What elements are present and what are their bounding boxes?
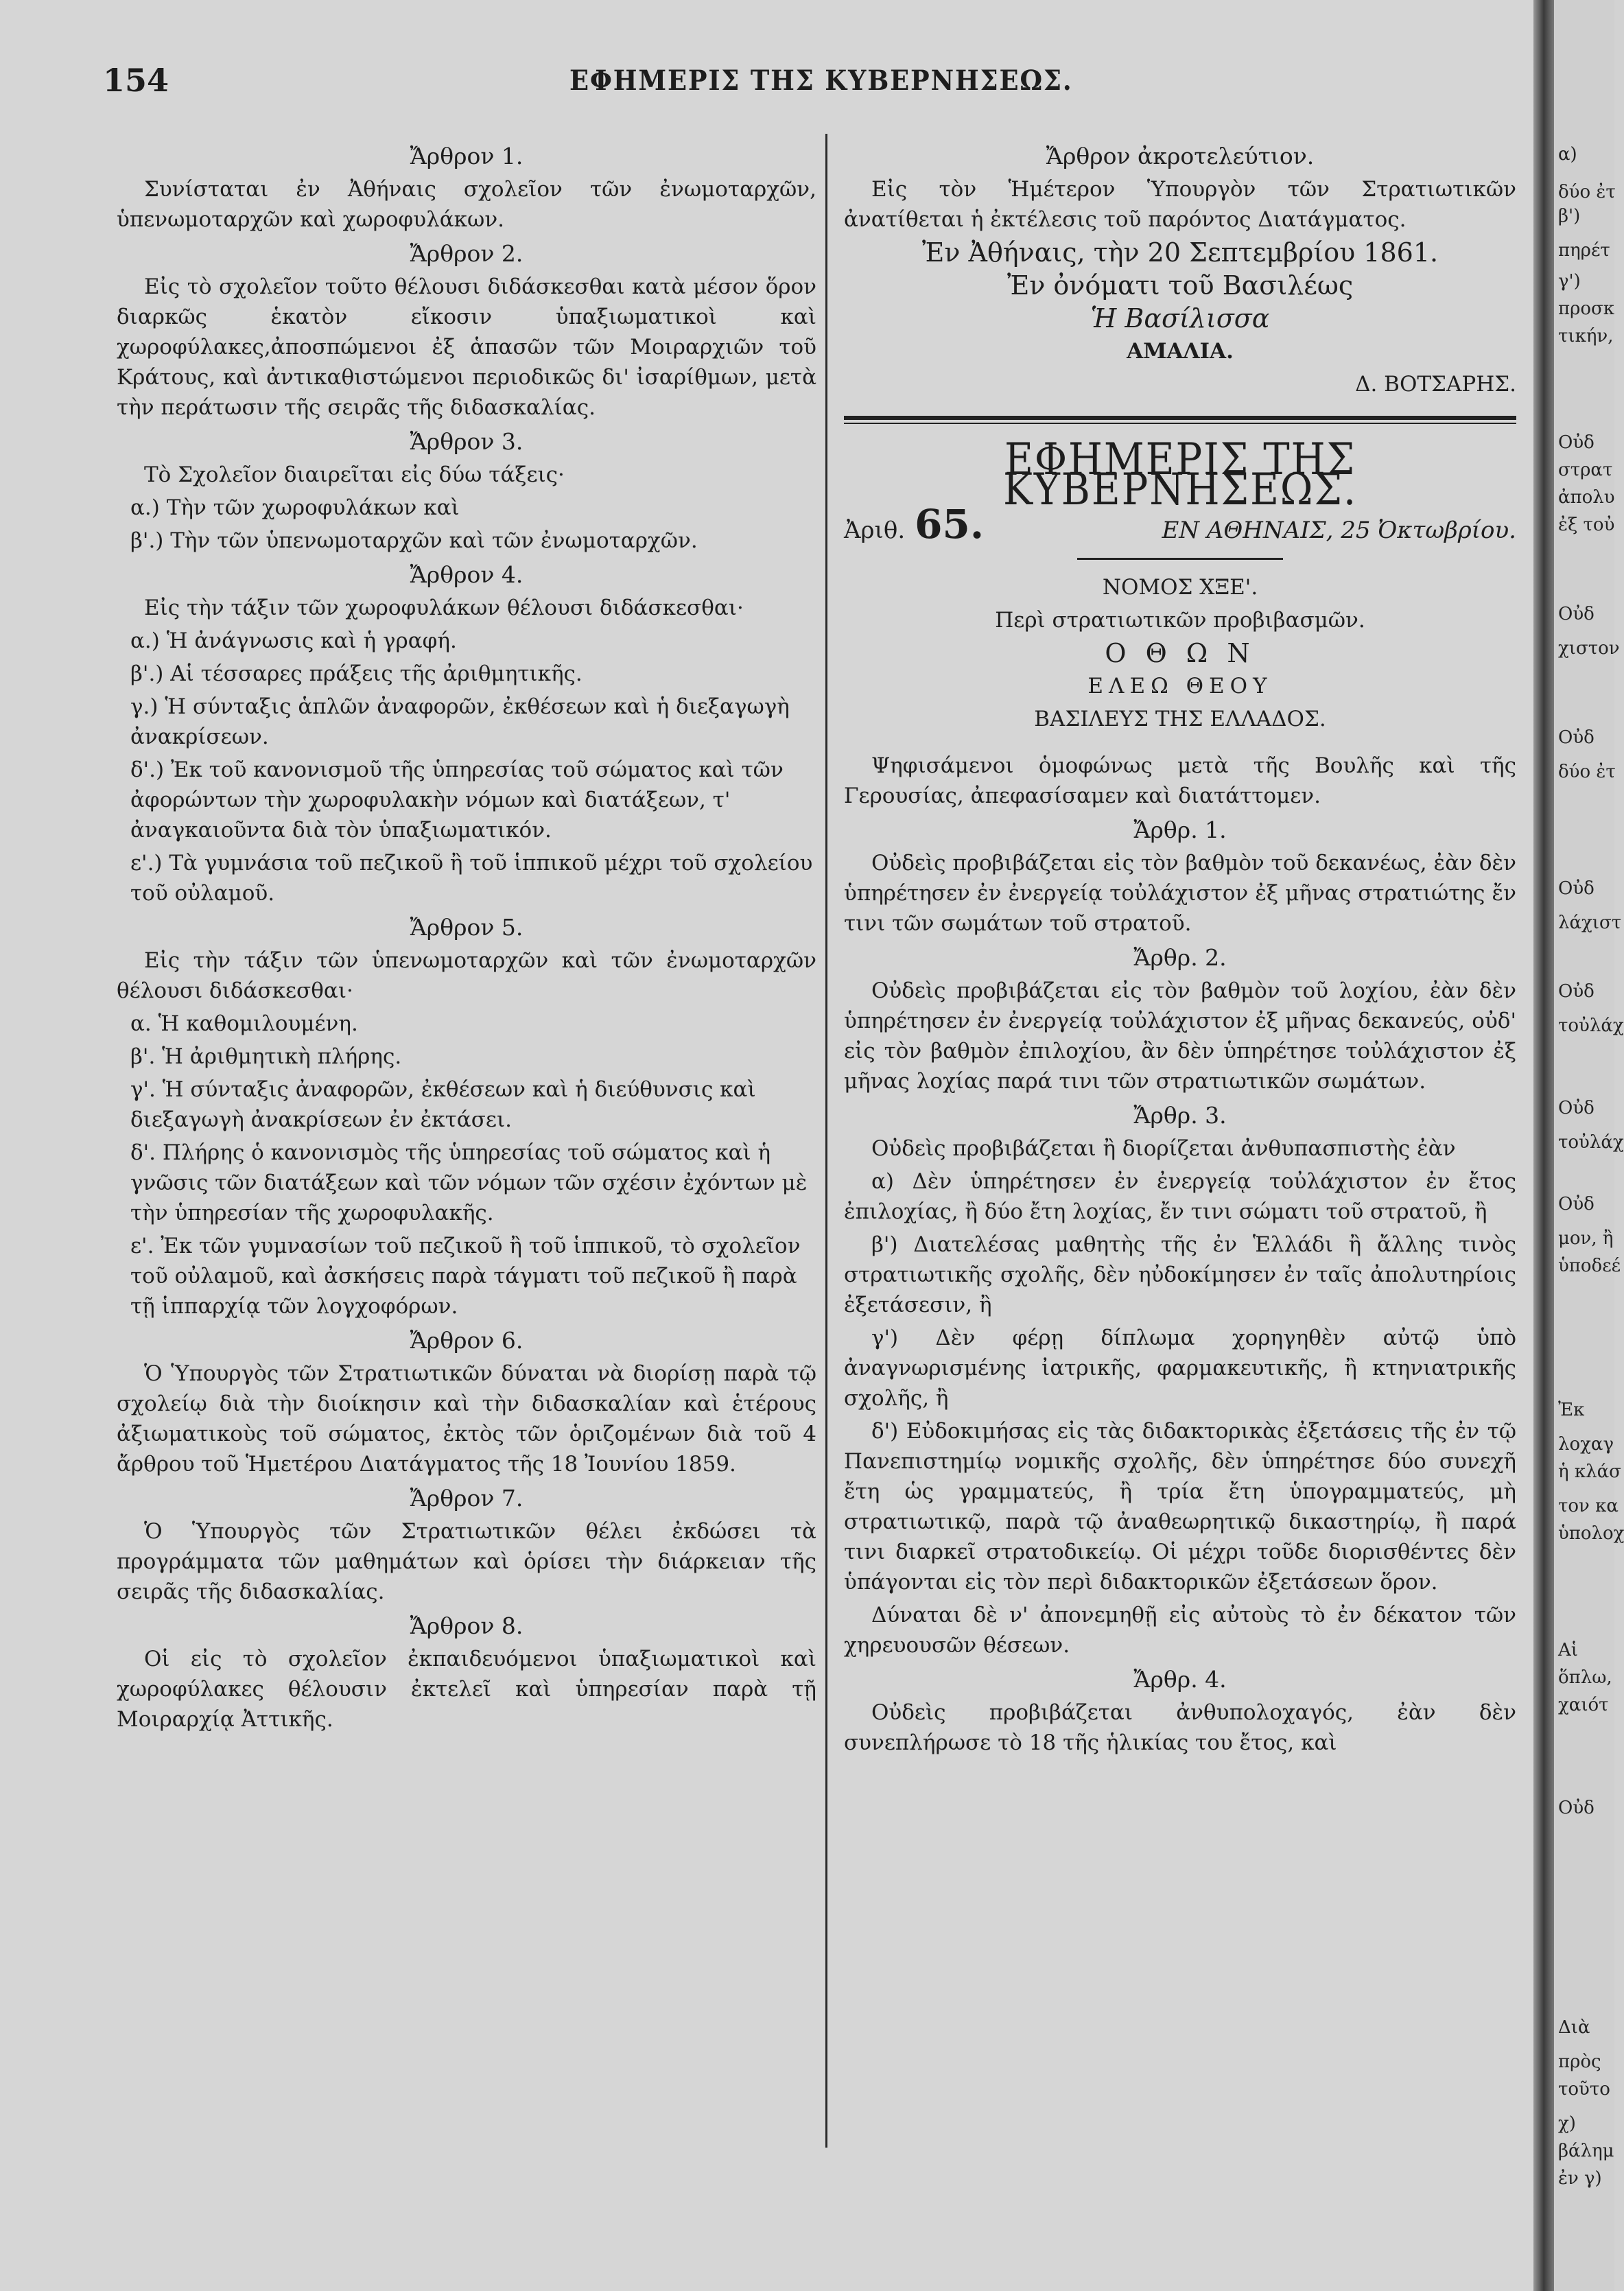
issue-number: 65.: [915, 501, 985, 548]
list-item: γ') Δὲν φέρῃ δίπλωμα χορηγηθὲν αὐτῷ ὑπὸ ἀναγνωρισμένης ἰατρικῆς, φαρμακευτικῆς, ἢ κτηνιατρικῆς σχολῆς, ἢ: [844, 1326, 1516, 1411]
article-text: Οὐδεὶς προβιβάζεται ἀνθυπολοχαγός, ἐὰν δὲν συνεπλήρωσε τὸ 18 τῆς ἡλικίας του ἔτος, καὶ: [844, 1700, 1516, 1755]
queen-title: Ἡ Βασίλισσα: [1090, 303, 1270, 333]
issue-label: Ἀριθ.: [844, 517, 906, 544]
list-item: γ.) Ἡ σύνταξις ἁπλῶν ἀναφορῶν, ἐκθέσεων καὶ ἡ διεξαγωγὴ ἀνακρίσεων.: [130, 694, 790, 749]
article-intro: Τὸ Σχολεῖον διαιρεῖται εἰς δύω τάξεις·: [144, 462, 565, 487]
adjacent-page-fragment: μον, ἢ: [1558, 1228, 1614, 1249]
article-closing: Δύναται δὲ ν' ἀπονεμηθῇ εἰς αὐτοὺς τὸ ἐν δέκατον τῶν χηρευουσῶν θέσεων.: [844, 1603, 1516, 1658]
running-title: ΕΦΗΜΕΡΙΣ ΤΗΣ ΚΥΒΕΡΝΗΣΕΩΣ.: [569, 64, 1073, 97]
issue-place-date: ΕΝ ΑΘΗΝΑΙΣ, 25 Ὀκτωβρίου.: [1162, 517, 1516, 544]
adjacent-page-fragment: λοχαγ: [1558, 1434, 1614, 1455]
page-number: 154: [103, 62, 169, 99]
list-item: δ'.) Ἐκ τοῦ κανονισμοῦ τῆς ὑπηρεσίας τοῦ σώματος καὶ τῶν ἀφορώντων τὴν χωροφυλακὴν νόμων καὶ διατάξεων, τ' ἀναγκαιοῦντα διὰ τὸν ὑπαξιωματικόν.: [130, 757, 784, 843]
adjacent-page-fragment: ὑπολοχ: [1558, 1523, 1624, 1544]
list-item: δ') Εὐδοκιμήσας εἰς τὰς διδακτορικὰς ἐξετάσεις τῆς ἐν τῷ Πανεπιστημίῳ νομικῆς σχολῆς, δὲν ὑπηρέτησε δύο συνεχῆ ἔτη ὡς γραμματεύς, ἢ τρία ἔτη ὑπογραμματεύς, μὴ στρατιωτικῷ, παρὰ τῷ ἀναθεωρητικῷ δικαστηρίῳ, ἢ παρά τινι διαρκεῖ στρατοδικείῳ. Οἱ μέχρι τοῦδε διορισθέντες δὲν ὑπάγονται εἰς τὸν περὶ διδακτορικῶν ἐξετάσεων ὅρον.: [844, 1419, 1516, 1595]
preamble: Ψηφισάμενοι ὁμοφώνως μετὰ τῆς Βουλῆς καὶ τῆς Γερουσίας, ἀπεφασίσαμεν καὶ διατάττομεν.: [844, 753, 1516, 808]
list-item: γ'. Ἡ σύνταξις ἀναφορῶν, ἐκθέσεων καὶ ἡ διεύθυνσις καὶ διεξαγωγὴ ἀνακρίσεων ἐν ἐκτάσει.: [130, 1077, 756, 1132]
column-divider: [825, 134, 827, 2148]
list-item: β'. Ἡ ἀριθμητικὴ πλήρης.: [130, 1044, 402, 1069]
adjacent-page-fragment: ἐξ τοὐ: [1558, 515, 1615, 535]
article-intro: Εἰς τὴν τάξιν τῶν ὑπενωμοταρχῶν καὶ τῶν ἐνωμοταρχῶν θέλουσι διδάσκεσθαι·: [117, 948, 816, 1003]
adjacent-page-fragment: ὅπλω,: [1558, 1667, 1612, 1688]
left-column: [117, 137, 816, 1737]
adjacent-page-fragment: α): [1558, 144, 1577, 165]
adjacent-page-fragment: ὑποδεέ: [1558, 1256, 1621, 1276]
adjacent-page-fragment: Οὐδ: [1558, 878, 1594, 899]
right-column: [844, 137, 1516, 1761]
adjacent-page-fragment: τικήν,: [1558, 326, 1614, 346]
adjacent-page-fragment: Οὐδ: [1558, 1194, 1594, 1214]
thin-rule: [844, 423, 1516, 424]
adjacent-page-fragment: Οὐδ: [1558, 1098, 1594, 1118]
adjacent-page-fragment: ἡ κλάσ: [1558, 1461, 1621, 1482]
list-item: α) Δὲν ὑπηρέτησεν ἐν ἐνεργείᾳ τοὐλάχιστον ἐν ἔτος ἐπιλοχίας, ἢ δύο ἔτη λοχίας, ἔν τινι σώματι τοῦ στρατοῦ, ἢ: [844, 1169, 1516, 1224]
adjacent-page-fragment: πηρέτ: [1558, 240, 1610, 261]
adjacent-page-fragment: τοὐλάχ: [1558, 1132, 1624, 1153]
adjacent-page-fragment: ἐν γ): [1558, 2168, 1602, 2189]
adjacent-page-fragment: λάχιστ: [1558, 913, 1622, 933]
law-subject: Περὶ στρατιωτικῶν προβιβασμῶν.: [995, 608, 1365, 633]
article-text: Εἰς τὸν Ἡμέτερον Ὑπουργὸν τῶν Στρατιωτικῶν ἀνατίθεται ἡ ἐκτέλεσις τοῦ παρόντος Διατάγματος.: [844, 177, 1516, 232]
by-grace-of-god: ΕΛΕΩ ΘΕΟΥ: [1087, 674, 1273, 698]
adjacent-page-fragment: τον κα: [1558, 1496, 1619, 1516]
king-title: ΒΑΣΙΛΕΥΣ ΤΗΣ ΕΛΛΑΔΟΣ.: [1034, 707, 1326, 731]
list-item: ε'. Ἐκ τῶν γυμνασίων τοῦ πεζικοῦ ἢ τοῦ ἱππικοῦ, τὸ σχολεῖον τοῦ οὐλαμοῦ, καὶ ἀσκήσεις παρὰ τάγματι τοῦ πεζικοῦ ἢ παρὰ τῇ ἱππαρχίᾳ τῶν λογχοφόρων.: [130, 1234, 801, 1319]
article-text: Συνίσταται ἐν Ἀθήναις σχολεῖον τῶν ἐνωμοταρχῶν, ὑπενωμοταρχῶν καὶ χωροφυλάκων.: [117, 177, 816, 232]
adjacent-page-edge: [1554, 0, 1624, 2291]
law-number: ΝΟΜΟΣ ΧΞΕ'.: [1102, 575, 1258, 600]
article-text: Ὁ Ὑπουργὸς τῶν Στρατιωτικῶν δύναται νὰ διορίσῃ παρὰ τῷ σχολείῳ διὰ τὴν διοίκησιν καὶ τὴν διδασκαλίαν καὶ ἑτέρους ἀξιωματικοὺς τοῦ σώματος, ἐκτὸς τῶν ὁριζομένων διὰ τοῦ 4 ἄρθρου τοῦ Ἡμετέρου Διατάγματος τῆς 18 Ἰουνίου 1859.: [117, 1361, 816, 1477]
list-item: β') Διατελέσας μαθητὴς τῆς ἐν Ἑλλάδι ἢ ἄλλης τινὸς στρατιωτικῆς σχολῆς, δὲν ηὐδοκίμησεν ἐν ταῖς ἀπολυτηρίοις ἐξετάσεσιν, ἢ: [844, 1232, 1516, 1317]
adjacent-page-fragment: χαιότ: [1558, 1695, 1609, 1715]
adjacent-page-fragment: δύο ἐτ: [1558, 182, 1616, 202]
signature-block: [844, 237, 1516, 399]
book-spine: [1533, 0, 1554, 2291]
short-rule: [1077, 558, 1283, 560]
article-heading: Ἄρθρον 8.: [410, 1612, 523, 1639]
list-item: ε'.) Τὰ γυμνάσια τοῦ πεζικοῦ ἢ τοῦ ἱππικοῦ μέχρι τοῦ σχολείου τοῦ οὐλαμοῦ.: [130, 851, 813, 906]
page-header: [103, 62, 1407, 103]
article-text: Ὁ Ὑπουργὸς τῶν Στρατιωτικῶν θέλει ἐκδώσει τὰ προγράμματα τῶν μαθημάτων καὶ ὁρίσει τὴν διάρκειαν τῆς σειρᾶς τῆς διδασκαλίας.: [117, 1519, 816, 1604]
in-name-line: Ἐν ὀνόματι τοῦ Βασιλέως: [1007, 270, 1354, 301]
list-item: δ'. Πλήρης ὁ κανονισμὸς τῆς ὑπηρεσίας τοῦ σώματος καὶ ἡ γνῶσις τῶν διατάξεων καὶ τῶν νόμων τῶν σχέσιν ἐχόντων μὲ τὴν ὑπηρεσίαν τῆς χωροφυλακῆς.: [130, 1140, 808, 1225]
queen-name: ΑΜΑΛΙΑ.: [1127, 339, 1234, 364]
article-intro: Οὐδεὶς προβιβάζεται ἢ διορίζεται ἀνθυπασπιστὴς ἐὰν: [871, 1136, 1456, 1161]
adjacent-page-fragment: Οὐδ: [1558, 1798, 1594, 1818]
article-heading: Ἄρθρ. 4.: [1133, 1666, 1227, 1693]
article-heading: Ἄρθρον ἀκροτελεύτιον.: [1046, 143, 1315, 169]
adjacent-page-fragment: Οὐδ: [1558, 981, 1594, 1002]
list-item: β'.) Τὴν τῶν ὑπενωμοταρχῶν καὶ τῶν ἐνωμοταρχῶν.: [130, 528, 698, 553]
adjacent-page-fragment: χ): [1558, 2113, 1576, 2134]
adjacent-page-fragment: προσκ: [1558, 298, 1615, 319]
article-text: Οἱ εἰς τὸ σχολεῖον ἐκπαιδευόμενοι ὑπαξιωματικοὶ καὶ χωροφύλακες θέλουσιν ἐκτελεῖ καὶ ὑπηρεσίαν παρὰ τῇ Μοιραρχίᾳ Ἀττικῆς.: [117, 1647, 816, 1732]
article-heading: Ἄρθρον 5.: [410, 914, 523, 941]
article-heading: Ἄρθρ. 2.: [1133, 944, 1227, 971]
adjacent-page-fragment: βάλημ: [1558, 2141, 1614, 2161]
adjacent-page-fragment: Αἱ: [1558, 1640, 1578, 1660]
list-item: α. Ἡ καθομιλουμένη.: [130, 1011, 358, 1036]
list-item: α.) Ἡ ἀνάγνωσις καὶ ἡ γραφή.: [130, 628, 457, 653]
adjacent-page-fragment: τοῦτο: [1558, 2079, 1610, 2100]
masthead: ΕΦΗΜΕΡΙΣ ΤΗΣ ΚΥΒΕΡΝΗΣΕΩΣ.: [1003, 434, 1357, 515]
adjacent-page-fragment: Διὰ: [1558, 2017, 1590, 2038]
adjacent-page-fragment: β'): [1558, 206, 1581, 226]
adjacent-page-fragment: δύο ἐτ: [1558, 762, 1616, 782]
article-heading: Ἄρθρον 7.: [410, 1485, 523, 1512]
adjacent-page-fragment: πρὸς: [1558, 2052, 1601, 2072]
article-text: Οὐδεὶς προβιβάζεται εἰς τὸν βαθμὸν τοῦ λοχίου, ἐὰν δὲν ὑπηρέτησεν ἐν ἐνεργείᾳ τοὐλάχιστον ἐξ μῆνας δεκανεύς, οὐδ' εἰς τὸν βαθμὸν ἐπιλοχίου, ἂν δὲν ὑπηρέτησε τοὐλάχιστον ἐξ μῆνας λοχίας παρά τινι τῶν στρατιωτικῶν σωμάτων.: [844, 978, 1516, 1094]
list-item: α.) Τὴν τῶν χωροφυλάκων καὶ: [130, 495, 460, 520]
article-intro: Εἰς τὴν τάξιν τῶν χωροφυλάκων θέλουσι διδάσκεσθαι·: [144, 596, 744, 620]
article-heading: Ἄρθρ. 1.: [1133, 816, 1227, 843]
adjacent-page-fragment: Ἐκ: [1558, 1400, 1585, 1420]
adjacent-page-fragment: ἀπολυ: [1558, 487, 1615, 508]
adjacent-page-fragment: Οὐδ: [1558, 727, 1594, 748]
date-line: Ἐν Ἀθήναις, τὴν 20 Σεπτεμβρίου 1861.: [921, 237, 1439, 268]
list-item: β'.) Αἱ τέσσαρες πράξεις τῆς ἀριθμητικῆς.: [130, 661, 582, 686]
article-heading: Ἄρθρον 3.: [410, 428, 523, 455]
adjacent-page-fragment: στρατ: [1558, 460, 1613, 480]
king-name: Ο Θ Ω Ν: [1105, 638, 1256, 668]
adjacent-page-fragment: Οὐδ: [1558, 604, 1594, 624]
article-heading: Ἄρθρον 2.: [410, 240, 523, 267]
adjacent-page-fragment: Οὐδ: [1558, 432, 1594, 453]
article-heading: Ἄρθρον 1.: [410, 143, 523, 169]
adjacent-page-fragment: γ'): [1558, 271, 1581, 292]
article-heading: Ἄρθρον 4.: [410, 561, 523, 588]
minister-signature: Δ. ΒΟΤΣΑΡΗΣ.: [1355, 372, 1516, 397]
adjacent-page-fragment: χιστον: [1558, 638, 1620, 659]
thick-rule: [844, 416, 1516, 420]
article-heading: Ἄρθρ. 3.: [1133, 1102, 1227, 1129]
article-text: Εἰς τὸ σχολεῖον τοῦτο θέλουσι διδάσκεσθαι κατὰ μέσον ὅρον διαρκῶς ἑκατὸν εἴκοσιν ὑπαξιωματικοὶ καὶ χωροφύλακες,ἀποσπώμενοι ἐξ ἁπασῶν τῶν Μοιραρχιῶν τοῦ Κράτους, καὶ ἀντικαθιστώμενοι περιοδικῶς δι' ἰσαρίθμων, μετὰ τὴν περάτωσιν τῆς σειρᾶς τῆς διδασκαλίας.: [117, 274, 816, 420]
article-text: Οὐδεὶς προβιβάζεται εἰς τὸν βαθμὸν τοῦ δεκανέως, ἐὰν δὲν ὑπηρέτησεν ἐν ἐνεργείᾳ τοὐλάχιστον ἐξ μῆνας στρατιώτης ἔν τινι τῶν σωμάτων τοῦ στρατοῦ.: [844, 851, 1516, 936]
article-heading: Ἄρθρον 6.: [410, 1327, 523, 1354]
adjacent-page-fragment: τοὐλάχ: [1558, 1015, 1624, 1036]
